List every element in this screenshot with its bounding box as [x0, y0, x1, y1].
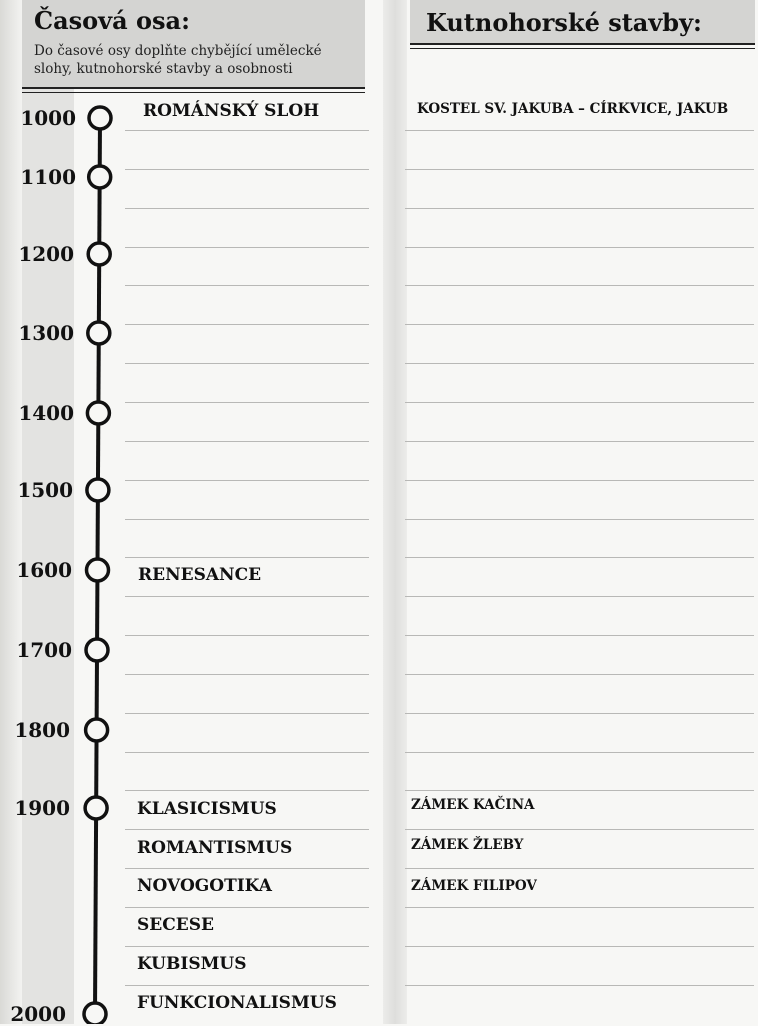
timeline-entry: KLASICISMUS — [137, 799, 277, 819]
year-label: 1900 — [14, 796, 70, 820]
year-label: 1300 — [18, 321, 74, 345]
building-entry: ZÁMEK ŽLEBY — [411, 837, 524, 853]
timeline-entry: RENESANCE — [138, 565, 262, 585]
timeline-node — [86, 719, 108, 741]
timeline-node — [86, 639, 108, 661]
building-entry: KOSTEL SV. JAKUBA – CÍRKVICE, JAKUB — [417, 101, 729, 117]
timeline-title: Časová osa: — [34, 6, 190, 35]
year-label: 1100 — [20, 165, 76, 189]
timeline-node — [84, 1003, 106, 1024]
buildings-title: Kutnohorské stavby: — [426, 8, 702, 37]
timeline-node — [88, 322, 110, 344]
timeline-node — [87, 479, 109, 501]
timeline-entry: ROMÁNSKÝ SLOH — [143, 101, 320, 121]
building-entry: ZÁMEK KAČINA — [411, 797, 535, 813]
year-label: 1000 — [20, 106, 76, 130]
timeline-instructions: Do časové osy doplňte chybějící umělecké slohy, kutnohorské stavby a osobnosti — [34, 43, 322, 77]
year-label: 1400 — [18, 401, 74, 425]
year-label: 1600 — [16, 558, 72, 582]
year-label: 1800 — [14, 718, 70, 742]
timeline-node — [87, 559, 109, 581]
year-label: 1700 — [16, 638, 72, 662]
year-label: 1200 — [18, 242, 74, 266]
timeline-node — [89, 166, 111, 188]
timeline-entry: ROMANTISMUS — [137, 838, 293, 858]
timeline-node — [85, 797, 107, 819]
timeline-entry: NOVOGOTIKA — [137, 876, 272, 896]
building-entry: ZÁMEK FILIPOV — [411, 878, 537, 894]
timeline-entry: SECESE — [137, 915, 214, 935]
timeline-entry: KUBISMUS — [137, 954, 247, 974]
year-label: 1500 — [17, 478, 73, 502]
year-label: 2000 — [10, 1002, 66, 1026]
timeline-node — [89, 107, 111, 129]
timeline-node — [87, 402, 109, 424]
timeline-node — [88, 243, 110, 265]
timeline-entry: FUNKCIONALISMUS — [137, 993, 337, 1013]
